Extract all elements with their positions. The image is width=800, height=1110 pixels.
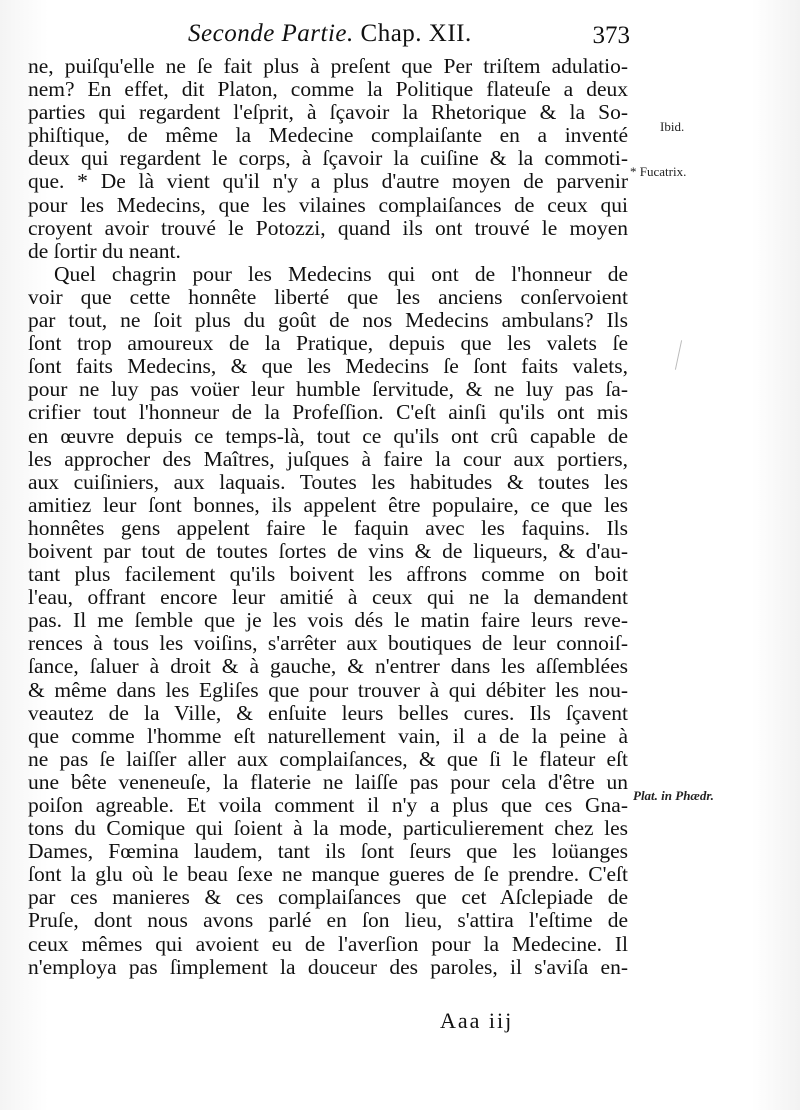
text-line: croyent avoir trouvé le Potozzi, quand ils ont trouvé le moyen [28,215,628,240]
text-line: ceux mêmes qui avoient eu de l'averſion pour la Medecine. Il [28,931,628,956]
text-line: que comme l'homme eſt naturellement vain, il a de la peine à [28,723,628,748]
text-line: ſont faits Medecins, & que les Medecins ſe ſont faits valets, [28,354,628,379]
text-line: ſance, ſaluer à droit & à gauche, & n'entrer dans les aſſemblées [28,654,628,679]
page-header [60,20,630,54]
text-line: & même dans les Egliſes que pour trouver à qui débiter les nou- [28,677,628,702]
text-line: nem? En effet, dit Platon, comme la Politique flateuſe a deux [28,77,628,102]
text-line: honnêtes gens appelent faire le faquin avec les faquins. Ils [28,515,628,540]
text-line: n'employa pas ſimplement la douceur des paroles, il s'aviſa en- [28,954,628,979]
margin-note-ibid: Ibid. [660,119,685,134]
text-line: Pruſe, dont nous avons parlé en ſon lieu, s'attira l'eſtime de [28,908,628,933]
signature-mark: Aaa iij [440,1008,514,1033]
text-line: veautez de la Ville, & enſuite leurs belles cures. Ils ſçavent [28,700,628,725]
text-line: amitiez leur ſont bonnes, ils appelent être populaire, ce que les [28,492,628,517]
text-line: phiſtique, de même la Medecine complaiſante en a inventé [28,123,628,148]
text-line: une bête veneneuſe, la flaterie ne laiſſe pas pour cela d'être un [28,769,628,794]
margin-stroke [675,340,682,370]
text-line: ſont trop amoureux de la Pratique, depuis que les valets ſe [28,331,628,356]
text-line: par ces manieres & ces complaiſances que cet Aſclepiade de [28,885,628,910]
text-line: poiſon agreable. Et voila comment il n'y a plus que ces Gna- [28,793,628,817]
text-line: pour les Medecins, que les vilaines complaiſances de ceux qui [28,192,628,217]
paragraph-start-line: Quel chagrin pour les Medecins qui ont de l'honneur de [54,261,628,286]
text-line: crifier tout l'honneur de la Profeſſion. C'eſt ainſi qu'ils ont mis [28,400,628,425]
margin-note-fucatrix: * Fucatrix. [630,164,687,179]
text-line: aux cuiſiniers, aux laquais. Toutes les habitudes & toutes les [28,469,628,494]
text-line: par tout, ne ſoit plus du goût de nos Medecins ambulans? Ils [28,308,628,333]
body-text [28,55,628,979]
text-line: voir que cette honnête liberté que les anciens conſervoient [28,284,628,309]
text-line: tant plus facilement qu'ils boivent les affrons comme on boit [28,562,628,587]
page-number: 373 [592,22,630,49]
text-line: que. * De là vient qu'il n'y a plus d'autre moyen de parvenir [28,169,628,194]
margin-note-plat: Plat. in Phædr. [633,788,714,803]
text-line: Dames, Fœmina laudem, tant ils ſont ſeurs que les loüanges [28,839,628,864]
text-line: ne, puiſqu'elle ne ſe fait plus à preſent que Per triſtem adulatio- [28,54,628,78]
text-line: l'eau, offrant encore leur amitié à ceux qui ne la demandent [28,585,628,610]
text-line: parties qui regardent l'eſprit, à ſçavoir la Rhetorique & la So- [28,100,628,125]
running-head-chapter: Chap. XII. [353,20,472,47]
text-line: les approcher des Maîtres, juſques à faire la cour aux portiers, [28,446,628,471]
running-head [188,20,472,48]
text-line: ne pas ſe laiſſer aller aux complaiſances, & que ſi le flateur eſt [28,746,628,771]
running-head-part: Seconde Partie. [188,20,354,47]
text-line: en œuvre depuis ce temps-là, tout ce qu'ils ont crû capable de [28,423,628,448]
text-line: ſont la glu où le beau ſexe ne manque gueres de ſe prendre. C'eſt [28,862,628,887]
text-line: de ſortir du neant. [28,238,181,263]
text-line: pas. Il me ſemble que je les vois dés le matin faire leurs reve- [28,608,628,633]
text-line: tons du Comique qui ſoient à la mode, particulierement chez les [28,816,628,841]
text-line: rences à tous les voiſins, s'arrêter aux boutiques de leur connoiſ- [28,631,628,656]
text-line: deux qui regardent le corps, à ſçavoir la cuiſine & la commoti- [28,146,628,171]
text-line: pour ne luy pas voüer leur humble ſervitude, & ne luy pas ſa- [28,377,628,402]
text-line: boivent par tout de toutes ſortes de vins & de liqueurs, & d'au- [28,538,628,563]
